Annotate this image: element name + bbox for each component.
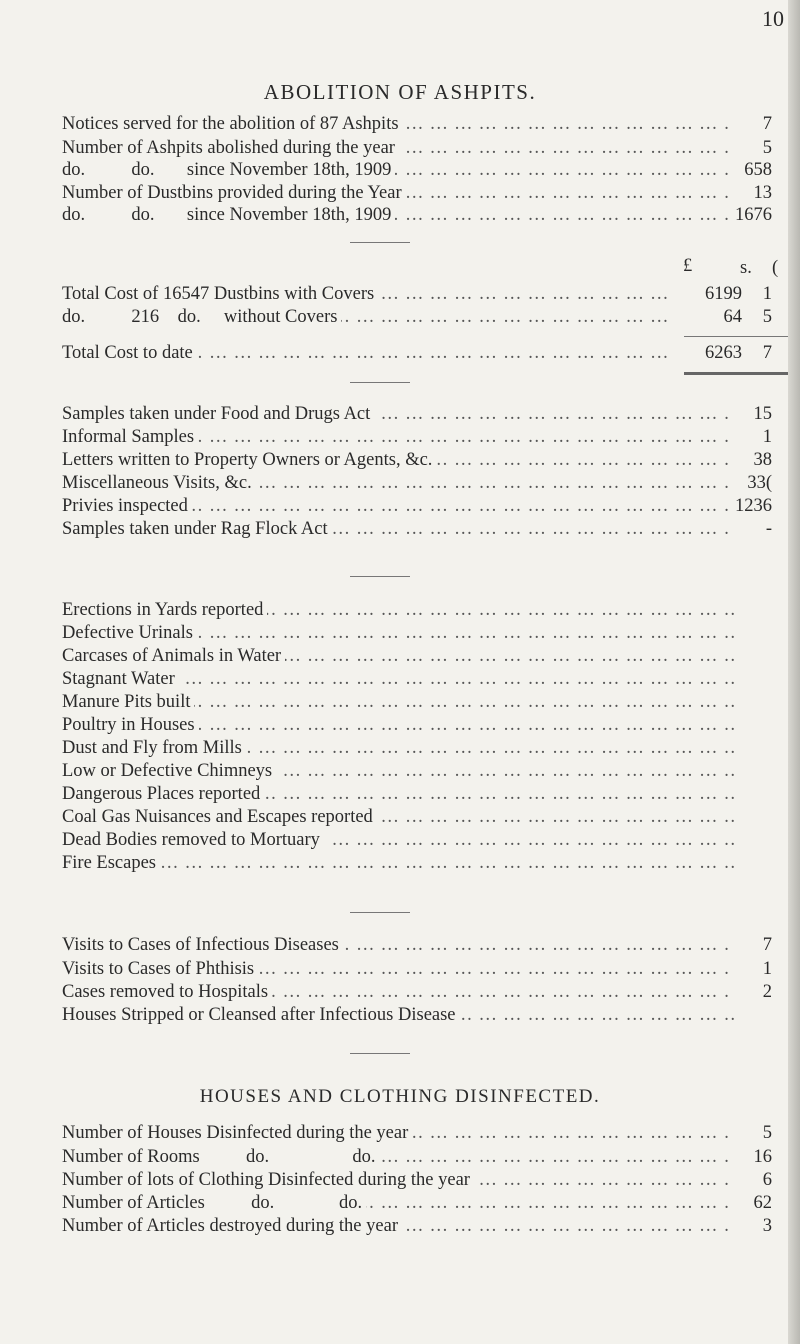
ashpits-row: …………………………………………………………………………………………………………………… do. do. since November 18th, 1909 1676 xyxy=(62,205,772,229)
disinfected-heading: HOUSES AND CLOTHING DISINFECTED. xyxy=(199,1086,601,1107)
total-rule xyxy=(684,336,788,337)
samples-row: …………………………………………………………………………………………………………………… Miscellaneous Visits, &c. 33( xyxy=(62,473,772,497)
section-divider xyxy=(350,1053,410,1054)
nuisance-row: …………………………………………………………………………………………………………………… Defective Urinals xyxy=(62,623,772,647)
section-divider xyxy=(350,912,410,913)
nuisance-row: …………………………………………………………………………………………………………………… Stagnant Water xyxy=(62,669,772,693)
cost-total-row: …………………………………………………………………………………………………………………… Total Cost to date 6263 7 xyxy=(62,343,772,367)
disinfected-row: …………………………………………………………………………………………………………………… Number of Rooms do. do. 16 xyxy=(62,1147,772,1171)
section-divider xyxy=(350,242,410,243)
nuisance-row: …………………………………………………………………………………………………………………… Low or Defective Chimneys xyxy=(62,761,772,785)
total-double-rule xyxy=(684,372,788,375)
nuisance-row: …………………………………………………………………………………………………………………… Poultry in Houses xyxy=(62,715,772,739)
ashpits-row: …………………………………………………………………………………………………………………… Number of Dustbins provided during the Year 13 xyxy=(62,183,772,207)
nuisance-row: …………………………………………………………………………………………………………………… Erections in Yards reported xyxy=(62,600,772,624)
ashpits-heading: ABOLITION OF ASHPITS. xyxy=(263,80,537,104)
nuisance-row: …………………………………………………………………………………………………………………… Dust and Fly from Mills xyxy=(62,738,772,762)
shillings-header: s. xyxy=(740,258,752,278)
pence-header: ( xyxy=(772,258,779,278)
cost-row: …………………………………………………………………………………………………………………… Total Cost of 16547 Dustbins with Covers 6199 1 xyxy=(62,284,772,308)
infectious-row: …………………………………………………………………………………………………………………… Cases removed to Hospitals 2 xyxy=(62,982,772,1006)
infectious-row: …………………………………………………………………………………………………………………… Visits to Cases of Phthisis 1 xyxy=(62,959,772,983)
samples-row: …………………………………………………………………………………………………………………… Samples taken under Food and Drugs Act 15 xyxy=(62,404,772,428)
ashpits-row: …………………………………………………………………………………………………………………… Notices served for the abolition of 87 Ashpits 7 xyxy=(62,114,772,138)
samples-row: …………………………………………………………………………………………………………………… Letters written to Property Owners or Agents, &c. 38 xyxy=(62,450,772,474)
page-edge xyxy=(788,0,800,1344)
infectious-row: …………………………………………………………………………………………………………………… Houses Stripped or Cleansed after Infectious Disease xyxy=(62,1005,772,1029)
nuisance-row: …………………………………………………………………………………………………………………… Manure Pits built xyxy=(62,692,772,716)
disinfected-row: …………………………………………………………………………………………………………………… Number of lots of Clothing Disinfected during the year 6 xyxy=(62,1170,772,1194)
nuisance-row: …………………………………………………………………………………………………………………… Dangerous Places reported xyxy=(62,784,772,808)
samples-row: …………………………………………………………………………………………………………………… Informal Samples 1 xyxy=(62,427,772,451)
section-divider xyxy=(350,382,410,383)
samples-row: …………………………………………………………………………………………………………………… Samples taken under Rag Flock Act - xyxy=(62,519,772,543)
disinfected-row: …………………………………………………………………………………………………………………… Number of Articles destroyed during the year 3 xyxy=(62,1216,772,1240)
samples-row: …………………………………………………………………………………………………………………… Privies inspected 1236 xyxy=(62,496,772,520)
section-divider xyxy=(350,576,410,577)
nuisance-row: …………………………………………………………………………………………………………………… Carcases of Animals in Water xyxy=(62,646,772,670)
nuisance-row: …………………………………………………………………………………………………………………… Fire Escapes xyxy=(62,853,772,877)
disinfected-row: …………………………………………………………………………………………………………………… Number of Articles do. do. 62 xyxy=(62,1193,772,1217)
ashpits-row: …………………………………………………………………………………………………………………… Number of Ashpits abolished during the year 5 xyxy=(62,138,772,162)
page-number: 10 xyxy=(762,6,784,31)
cost-row: …………………………………………………………………………………………………………………… do. 216 do. without Covers 64 5 xyxy=(62,307,772,331)
pounds-header: £ xyxy=(683,256,693,276)
disinfected-row: …………………………………………………………………………………………………………………… Number of Houses Disinfected during the year 5 xyxy=(62,1123,772,1147)
nuisance-row: …………………………………………………………………………………………………………………… Coal Gas Nuisances and Escapes reported xyxy=(62,807,772,831)
infectious-row: …………………………………………………………………………………………………………………… Visits to Cases of Infectious Diseases 7 xyxy=(62,935,772,959)
ashpits-row: …………………………………………………………………………………………………………………… do. do. since November 18th, 1909 658 xyxy=(62,160,772,184)
nuisance-row: …………………………………………………………………………………………………………………… Dead Bodies removed to Mortuary xyxy=(62,830,772,854)
